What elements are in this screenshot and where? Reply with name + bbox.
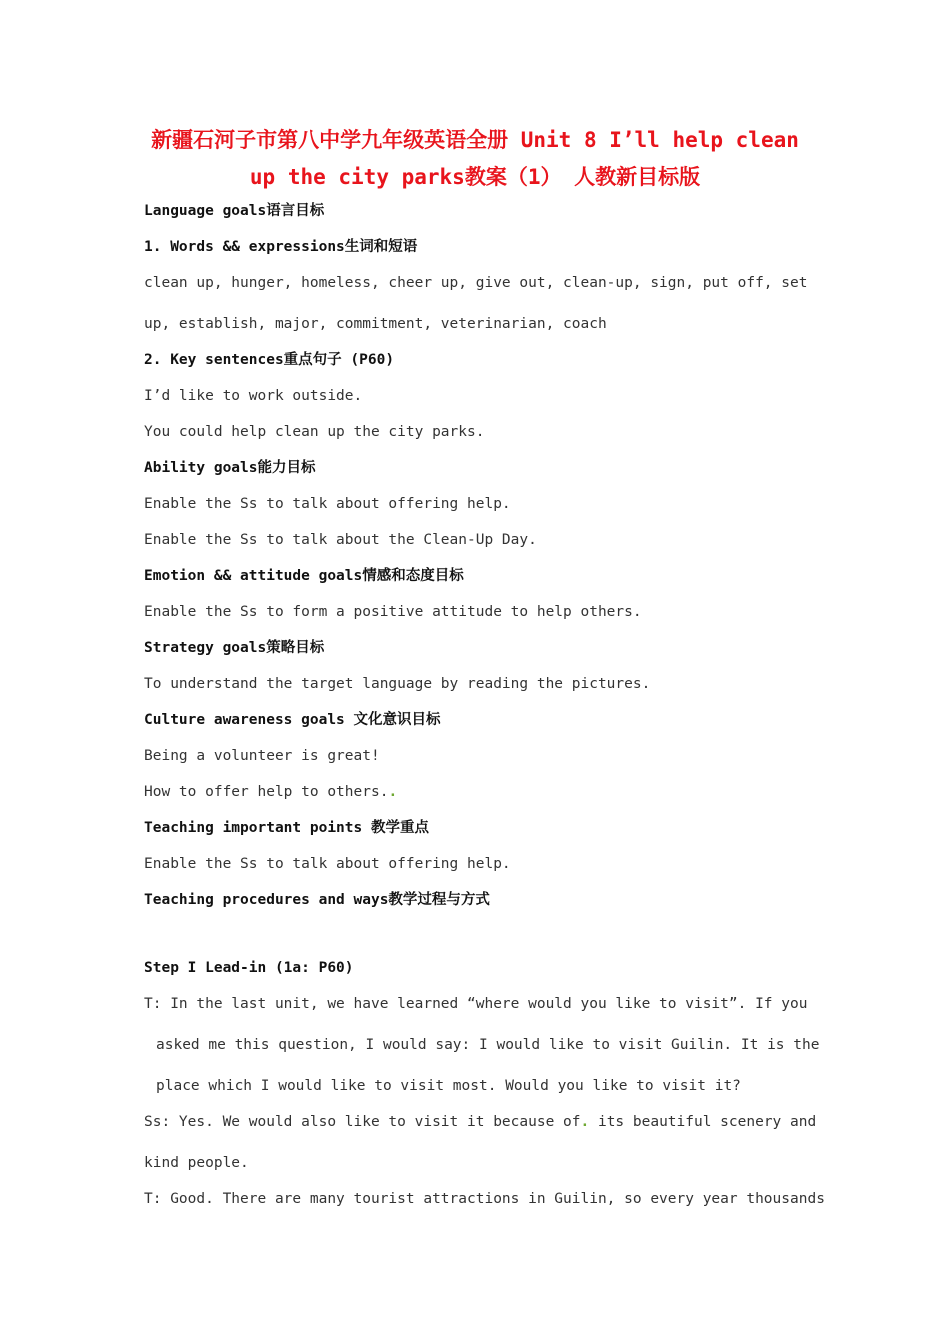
- strategy-goals-heading: Strategy goals策略目标: [144, 640, 325, 656]
- culture-goal-1: Being a volunteer is great!: [144, 748, 380, 764]
- document-title-line1: 新疆石河子市第八中学九年级英语全册 Unit 8 I’ll help clean: [151, 128, 799, 152]
- green-dot-mark: .: [388, 784, 398, 800]
- students-line-1-part-a: Ss: Yes. We would also like to visit it because of: [144, 1114, 581, 1130]
- students-line-1: [144, 1112, 817, 1132]
- emotion-goal-1: Enable the Ss to form a positive attitude to help others.: [144, 604, 642, 620]
- emotion-goals-heading: Emotion && attitude goals情感和态度目标: [144, 568, 464, 584]
- ability-goal-2: Enable the Ss to talk about the Clean-Up Day.: [144, 532, 537, 548]
- document-title-line2: up the city parks教案（1） 人教新目标版: [249, 165, 701, 189]
- words-heading: 1. Words && expressions生词和短语: [144, 239, 418, 255]
- key-sentence-2: You could help clean up the city parks.: [144, 424, 485, 440]
- teacher-line-2: asked me this question, I would say: I would like to visit Guilin. It is the: [156, 1037, 820, 1053]
- students-line-1-part-b: its beautiful scenery and: [589, 1114, 817, 1130]
- teacher-line-3-part-a: place which I would like to visit most. Would you lik: [156, 1078, 619, 1094]
- words-line-2: up, establish, major, commitment, veterinarian, coach: [144, 316, 607, 332]
- green-dot-mark: .: [580, 1114, 590, 1130]
- teaching-point-1: Enable the Ss to talk about offering help.: [144, 856, 511, 872]
- culture-goals-heading: Culture awareness goals 文化意识目标: [144, 712, 441, 728]
- teaching-points-heading: Teaching important points 教学重点: [144, 820, 429, 836]
- teacher-line-1: T: In the last unit, we have learned “where would you like to visit”. If you: [144, 996, 808, 1012]
- key-sentence-1: I’d like to work outside.: [144, 388, 363, 404]
- teacher-line-3: [156, 1076, 806, 1096]
- step-1-heading: Step I Lead-in (1a: P60): [144, 960, 354, 976]
- culture-goal-2-text: How to offer help to others.: [144, 784, 389, 800]
- language-goals-heading: Language goals语言目标: [144, 203, 325, 219]
- key-sentences-heading: 2. Key sentences重点句子 (P60): [144, 352, 395, 368]
- students-line-2: kind people.: [144, 1155, 249, 1171]
- strategy-goal-1: To understand the target language by reading the pictures.: [144, 676, 651, 692]
- teacher-2-line-1: T: Good. There are many tourist attractions in Guilin, so every year thousands: [144, 1191, 825, 1207]
- teacher-line-3-part-b: e to visit it?: [618, 1078, 741, 1094]
- ability-goals-heading: Ability goals能力目标: [144, 460, 316, 476]
- ability-goal-1: Enable the Ss to talk about offering help.: [144, 496, 511, 512]
- procedures-heading: Teaching procedures and ways教学过程与方式: [144, 892, 490, 908]
- words-line-1: clean up, hunger, homeless, cheer up, give out, clean-up, sign, put off, set: [144, 275, 808, 291]
- culture-goal-2: [144, 782, 806, 802]
